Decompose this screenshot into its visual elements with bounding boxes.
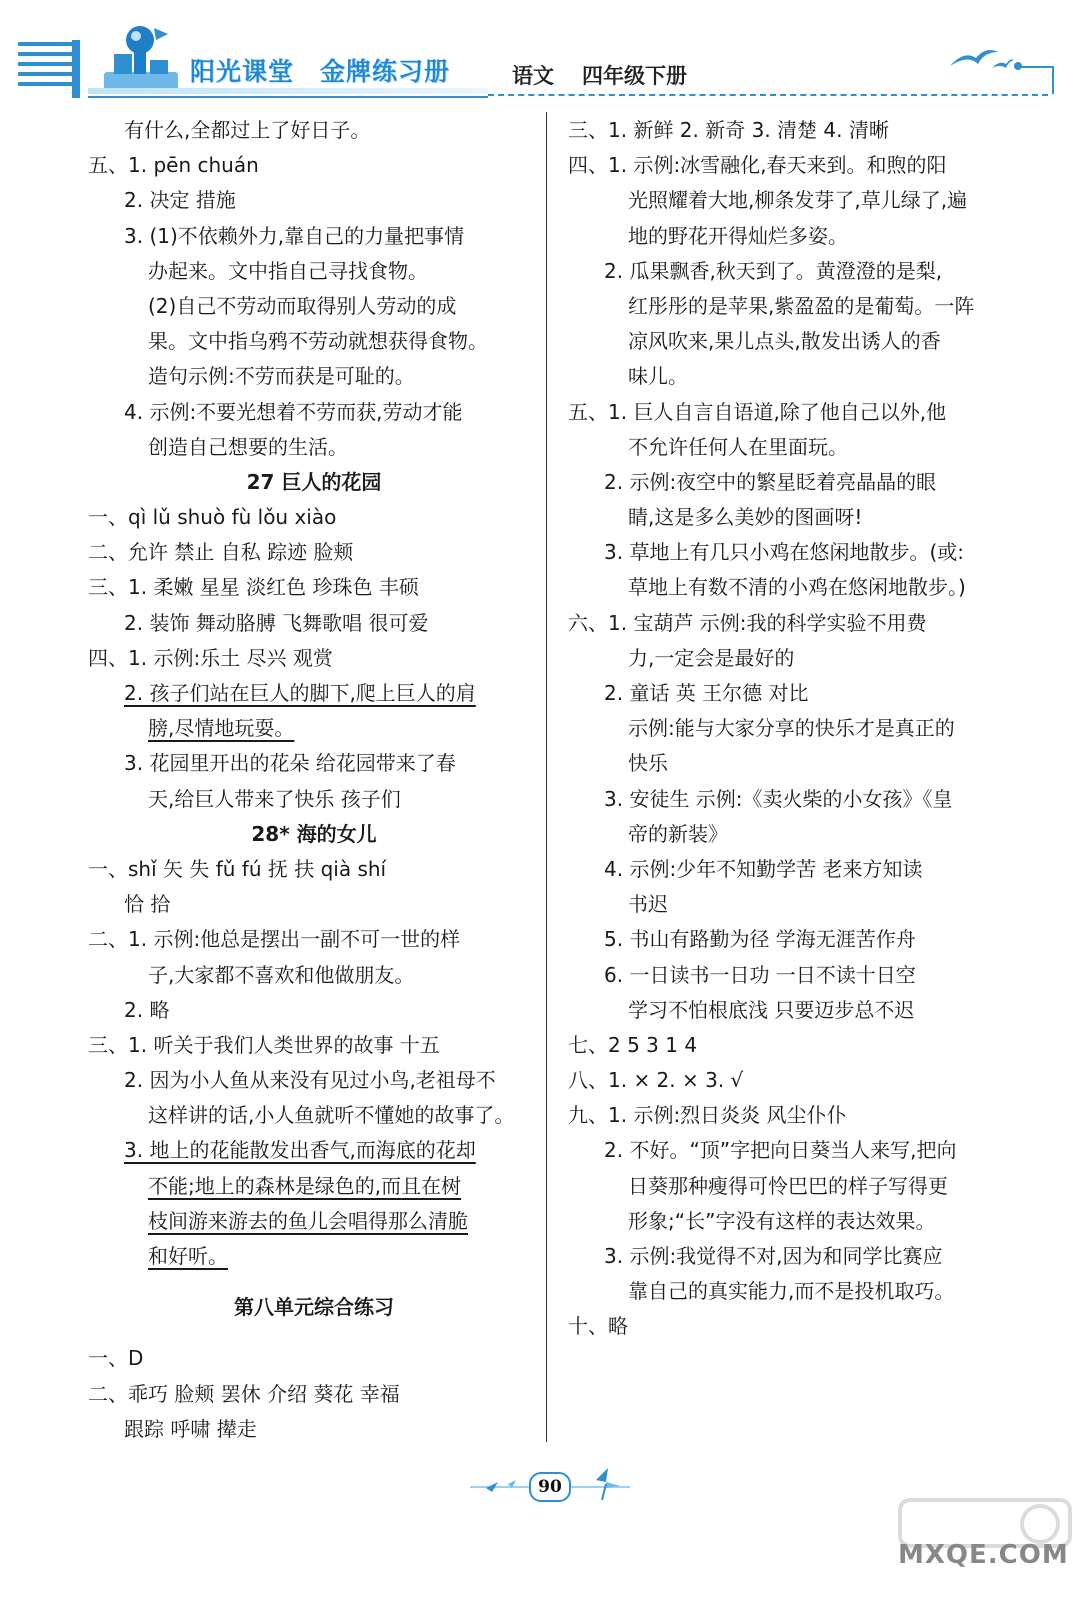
- answer-line: [568, 359, 1038, 394]
- answer-line: [88, 1098, 540, 1133]
- answer-text: 2. 示例:夜空中的繁星眨着亮晶晶的眼: [604, 469, 937, 494]
- answer-line: [568, 324, 1038, 359]
- answer-line: [568, 1133, 1038, 1168]
- answer-text: 5. 书山有路勤为径 学海无涯苦作舟: [604, 927, 916, 952]
- answer-line: [568, 993, 1038, 1028]
- answer-text: 一、qì lǔ shuò fù lǒu xiào: [88, 505, 337, 530]
- answer-line: [568, 289, 1038, 324]
- answer-text: 不能;地上的森林是绿色的,而且在树: [148, 1173, 462, 1198]
- answer-text: 枝间游来游去的鱼儿会唱得那么清脆: [148, 1208, 468, 1233]
- answer-text: 2. 装饰 舞动胳膊 飞舞歌唱 很可爱: [124, 610, 429, 635]
- answer-line: [88, 1239, 540, 1274]
- answer-text: 3. 草地上有几只小鸡在悠闲地散步。(或:: [604, 540, 964, 565]
- left-column: [88, 113, 540, 1447]
- answer-text: (2)自己不劳动而取得别人劳动的成: [148, 293, 457, 318]
- answer-line: [568, 746, 1038, 781]
- grade-label: 四年级下册: [582, 64, 687, 88]
- answer-text: 3. (1)不依赖外力,靠自己的力量把事情: [124, 223, 465, 248]
- answer-line: [568, 958, 1038, 993]
- answer-text: 3. 示例:我觉得不对,因为和同学比赛应: [604, 1244, 943, 1268]
- answer-line: [88, 782, 540, 817]
- answer-text: 3. 地上的花能散发出香气,而海底的花却: [124, 1138, 476, 1163]
- answer-text: 地的野花开得灿烂多姿。: [628, 223, 848, 248]
- answer-text: 五、1. pēn chuán: [88, 153, 259, 178]
- answer-text: 4. 示例:不要光想着不劳而获,劳动才能: [124, 399, 463, 424]
- answer-text: 八、1. × 2. × 3. √: [568, 1068, 744, 1093]
- header-band: [88, 88, 488, 94]
- answer-line: [568, 922, 1038, 957]
- answer-text: 造句示例:不劳而获是可耻的。: [148, 364, 415, 389]
- answer-text: 6. 一日读书一日功 一日不读十日空: [604, 962, 916, 987]
- answer-line: [568, 1239, 1038, 1274]
- answer-text: 凉风吹来,果儿点头,散发出诱人的香: [628, 329, 941, 354]
- answer-line: [88, 148, 540, 183]
- answer-text: 2. 童话 英 王尔德 对比: [604, 681, 809, 705]
- answer-line: [568, 183, 1038, 218]
- answer-line: [88, 1169, 540, 1204]
- section-heading: [88, 1290, 540, 1325]
- answer-line: [88, 676, 540, 711]
- header-corner: [1020, 66, 1054, 94]
- answer-line: [88, 1133, 540, 1168]
- answer-line: [568, 782, 1038, 817]
- answer-line: [88, 535, 540, 570]
- answer-text: 一、D: [88, 1346, 144, 1371]
- answer-line: [88, 887, 540, 922]
- answer-line: [568, 1274, 1038, 1309]
- answer-line: [568, 148, 1038, 183]
- answer-line: [88, 958, 540, 993]
- answer-line: [568, 887, 1038, 922]
- answer-line: [568, 219, 1038, 254]
- answer-text: 27 巨人的花园: [246, 469, 382, 494]
- header-rule: [88, 96, 488, 98]
- answer-line: [88, 113, 540, 148]
- answer-text: 这样讲的话,小人鱼就听不懂她的故事了。: [148, 1103, 515, 1128]
- answer-line: [88, 1204, 540, 1239]
- answer-text: 三、1. 听关于我们人类世界的故事 十五: [88, 1032, 440, 1057]
- answer-line: [568, 606, 1038, 641]
- answer-text: 四、1. 示例:乐土 尽兴 观赏: [88, 645, 333, 670]
- answer-line: [568, 1309, 1038, 1344]
- title-part-1: 阳光课堂: [190, 57, 295, 86]
- answer-text: 2. 瓜果飘香,秋天到了。黄澄澄的是梨,: [604, 258, 943, 283]
- answer-line: [568, 570, 1038, 605]
- answer-text: 和好听。: [148, 1244, 228, 1268]
- answer-text: 第八单元综合练习: [234, 1295, 394, 1320]
- answer-text: 味儿。: [628, 364, 688, 389]
- column-divider: [546, 112, 547, 1442]
- answer-line: [568, 1098, 1038, 1133]
- answer-text: 九、1. 示例:烈日炎炎 风尘仆仆: [568, 1103, 847, 1128]
- section-heading: [88, 817, 540, 852]
- section-heading: [88, 465, 540, 500]
- answer-line: [88, 324, 540, 359]
- answer-line: [88, 1412, 540, 1447]
- answer-line: [88, 606, 540, 641]
- header-stripes: [18, 42, 78, 98]
- answer-text: 形象;“长”字没有这样的表达效果。: [628, 1208, 936, 1233]
- answer-line: [88, 500, 540, 535]
- answer-line: [568, 465, 1038, 500]
- answer-text: 三、1. 柔嫩 星星 淡红色 珍珠色 丰硕: [88, 575, 419, 600]
- answer-line: [568, 113, 1038, 148]
- page-number: 90: [529, 1472, 571, 1502]
- answer-text: 帝的新装》: [628, 821, 728, 846]
- answer-text: 六、1. 宝葫芦 示例:我的科学实验不用费: [568, 610, 927, 635]
- answer-text: 不允许任何人在里面玩。: [628, 434, 848, 459]
- header-dashed-rule: [488, 94, 1048, 96]
- answer-line: [88, 1341, 540, 1376]
- answer-text: 学习不怕根底浅 只要迈步总不迟: [628, 997, 915, 1022]
- answer-line: [568, 535, 1038, 570]
- answer-line: [568, 641, 1038, 676]
- answer-text: 跟踪 呼啸 撵走: [124, 1416, 257, 1441]
- answer-text: 三、1. 新鲜 2. 新奇 3. 清楚 4. 清晰: [568, 118, 889, 142]
- answer-line: [568, 676, 1038, 711]
- right-column: [568, 113, 1038, 1345]
- page-header: [0, 0, 1091, 110]
- answer-line: [88, 1063, 540, 1098]
- spacer: [88, 1325, 540, 1341]
- answer-line: [568, 1169, 1038, 1204]
- answer-text: 4. 示例:少年不知勤学苦 老来方知读: [604, 856, 923, 881]
- answer-line: [568, 430, 1038, 465]
- answer-line: [88, 359, 540, 394]
- answer-line: [88, 922, 540, 957]
- answer-line: [88, 219, 540, 254]
- answer-text: 草地上有数不清的小鸡在悠闲地散步。): [628, 575, 966, 600]
- answer-text: 四、1. 示例:冰雪融化,春天来到。和煦的阳: [568, 153, 947, 178]
- answer-text: 五、1. 巨人自言自语道,除了他自己以外,他: [568, 399, 947, 424]
- answer-text: 2. 因为小人鱼从来没有见过小鸟,老祖母不: [124, 1068, 496, 1093]
- answer-text: 红彤彤的是苹果,紫盈盈的是葡萄。一阵: [628, 293, 975, 318]
- answer-text: 光照耀着大地,柳条发芽了,草儿绿了,遍: [628, 188, 968, 213]
- answer-line: [568, 711, 1038, 746]
- answer-text: 28* 海的女儿: [251, 821, 377, 846]
- title-part-2: 金牌练习册: [320, 57, 451, 86]
- subject-grade: [512, 60, 715, 90]
- watermark-text: MXQE.COM: [898, 1540, 1069, 1570]
- answer-text: 日葵那种瘦得可怜巴巴的样子写得更: [628, 1173, 948, 1198]
- answer-line: [88, 1028, 540, 1063]
- answer-text: 二、允许 禁止 自私 踪迹 脸颊: [88, 540, 354, 565]
- answer-line: [88, 183, 540, 218]
- answer-text: 恰 拾: [124, 892, 171, 917]
- answer-line: [88, 254, 540, 289]
- book-title: [190, 52, 476, 88]
- answer-text: 力,一定会是最好的: [628, 645, 795, 670]
- answer-text: 十、略: [568, 1314, 628, 1339]
- answer-text: 示例:能与大家分享的快乐才是真正的: [628, 716, 955, 741]
- answer-line: [88, 430, 540, 465]
- answer-text: 2. 不好。“顶”字把向日葵当人来写,把向: [604, 1138, 957, 1163]
- answer-line: [568, 852, 1038, 887]
- answer-text: 创造自己想要的生活。: [148, 434, 348, 459]
- spacer: [88, 1274, 540, 1290]
- answer-line: [88, 1377, 540, 1412]
- answer-text: 2. 略: [124, 997, 170, 1022]
- answer-line: [568, 1063, 1038, 1098]
- answer-text: 靠自己的真实能力,而不是投机取巧。: [628, 1279, 955, 1304]
- answer-line: [568, 254, 1038, 289]
- answer-text: 一、shǐ 矢 失 fǔ fú 抚 扶 qià shí: [88, 856, 387, 881]
- answer-line: [88, 852, 540, 887]
- answer-text: 3. 安徒生 示例:《卖火柴的小女孩》《皇: [604, 786, 953, 811]
- answer-line: [568, 1204, 1038, 1239]
- answer-line: [88, 746, 540, 781]
- answer-text: 膀,尽情地玩耍。: [148, 716, 295, 741]
- answer-text: 办起来。文中指自己寻找食物。: [148, 258, 428, 283]
- answer-text: 3. 花园里开出的花朵 给花园带来了春: [124, 751, 456, 776]
- answer-text: 果。文中指乌鸦不劳动就想获得食物。: [148, 329, 488, 354]
- answer-line: [88, 289, 540, 324]
- answer-line: [568, 817, 1038, 852]
- answer-line: [568, 1028, 1038, 1063]
- answer-line: [88, 570, 540, 605]
- birds-icon: [946, 44, 1016, 74]
- answer-text: 书迟: [628, 892, 668, 917]
- answer-text: 二、乖巧 脸颊 罢休 介绍 葵花 幸福: [88, 1381, 400, 1406]
- answer-text: 七、2 5 3 1 4: [568, 1032, 698, 1057]
- answer-line: [88, 993, 540, 1028]
- answer-line: [88, 711, 540, 746]
- subject-label: 语文: [512, 64, 554, 88]
- answer-text: 二、1. 示例:他总是摆出一副不可一世的样: [88, 927, 461, 952]
- answer-line: [88, 395, 540, 430]
- answer-line: [568, 500, 1038, 535]
- answer-text: 天,给巨人带来了快乐 孩子们: [148, 786, 401, 811]
- answer-text: 有什么,全都过上了好日子。: [124, 118, 371, 142]
- answer-text: 快乐: [628, 751, 668, 776]
- answer-text: 2. 决定 措施: [124, 188, 236, 213]
- answer-line: [568, 395, 1038, 430]
- answer-text: 子,大家都不喜欢和他做朋友。: [148, 962, 415, 987]
- answer-text: 睛,这是多么美妙的图画呀!: [628, 505, 863, 530]
- header-bar: [72, 40, 80, 98]
- answer-line: [88, 641, 540, 676]
- trophy-logo-icon: [96, 20, 186, 96]
- answer-text: 2. 孩子们站在巨人的脚下,爬上巨人的肩: [124, 681, 476, 705]
